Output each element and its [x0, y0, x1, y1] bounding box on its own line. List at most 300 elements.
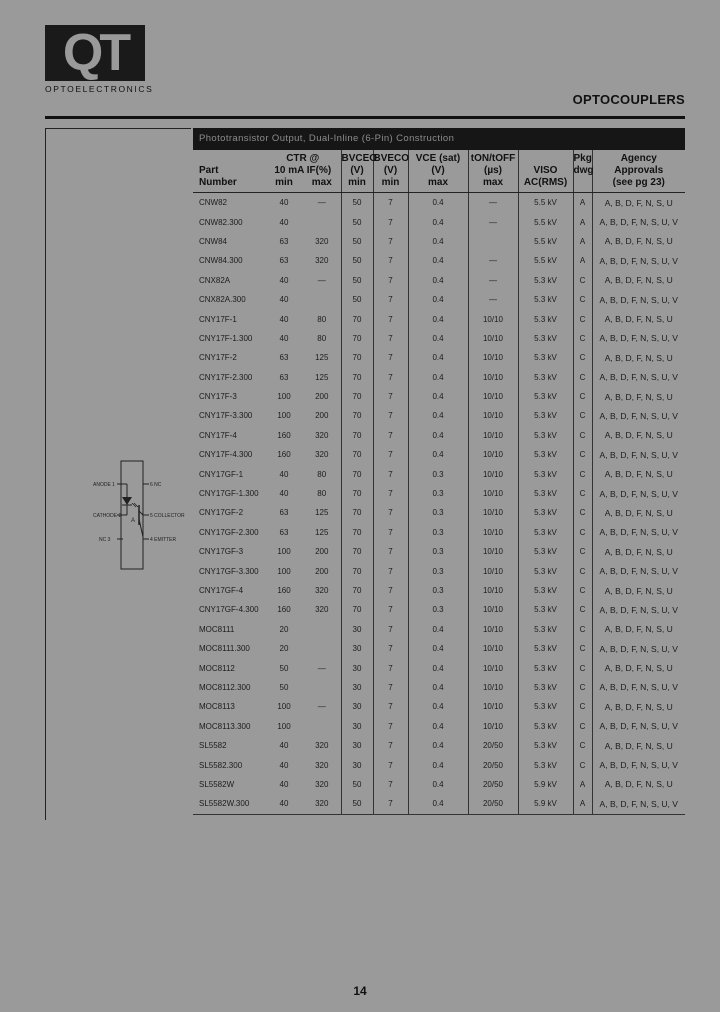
cell-ctr-max: 80: [317, 314, 327, 324]
table-row: [193, 561, 685, 580]
table-banner: Phototransistor Output, Dual-Inline (6-Pin) Construction: [193, 128, 685, 150]
table-row: [193, 212, 685, 231]
cell-bvceo: 50: [341, 193, 373, 213]
cell-agency: A, B, D, F, N, S, U, V: [592, 445, 685, 464]
cell-bvceo: 50: [341, 290, 373, 309]
pin-emitter-label: 4 EMITTER: [150, 537, 177, 543]
viso-header: VISO: [518, 165, 573, 177]
cell-bvceo: 70: [341, 348, 373, 367]
table-row: [193, 620, 685, 639]
cell-agency: A, B, D, F, N, S, U: [592, 620, 685, 639]
cell-bvceo: 70: [341, 503, 373, 522]
cell-pkg: C: [573, 717, 592, 736]
cell-pkg: C: [573, 387, 592, 406]
agency-header-3: (see pg 23): [592, 177, 685, 193]
ctr-max-header: max: [303, 177, 341, 193]
cell-vce: 0.4: [408, 193, 468, 213]
cell-pkg: C: [573, 290, 592, 309]
table-row: [193, 658, 685, 677]
cell-part: CNY17GF-1: [199, 469, 244, 479]
cell-pkg: C: [573, 600, 592, 619]
cell-bvceo: 70: [341, 445, 373, 464]
cell-vce: 0.4: [408, 271, 468, 290]
cell-agency: A, B, D, F, N, S, U: [592, 232, 685, 251]
cell-viso: 5.3 kV: [518, 503, 573, 522]
cell-agency: A, B, D, F, N, S, U: [592, 271, 685, 290]
cell-vce: 0.3: [408, 561, 468, 580]
cell-pkg: C: [573, 755, 592, 774]
cell-vce: 0.4: [408, 755, 468, 774]
cell-agency: A, B, D, F, N, S, U, V: [592, 523, 685, 542]
table-row: [193, 387, 685, 406]
table-row: [193, 736, 685, 755]
cell-ton: 10/10: [468, 561, 518, 580]
cell-bveco: 7: [373, 368, 408, 387]
cell-ctr-min: 40: [265, 794, 303, 814]
cell-bvceo: 70: [341, 600, 373, 619]
cell-agency: A, B, D, F, N, S, U: [592, 387, 685, 406]
cell-agency: A, B, D, F, N, S, U: [592, 348, 685, 367]
cell-bveco: 7: [373, 775, 408, 794]
cell-agency: A, B, D, F, N, S, U, V: [592, 290, 685, 309]
cell-bvceo: 30: [341, 697, 373, 716]
cell-bveco: 7: [373, 561, 408, 580]
cell-bvceo: 70: [341, 542, 373, 561]
cell-viso: 5.3 kV: [518, 542, 573, 561]
cell-part: CNY17F-2.300: [199, 372, 253, 382]
ctr-header-cond: 10 mA IF(%): [274, 165, 332, 176]
cell-viso: 5.3 kV: [518, 697, 573, 716]
cell-ton: 10/10: [468, 678, 518, 697]
cell-viso: 5.9 kV: [518, 794, 573, 814]
cell-bvceo: 50: [341, 232, 373, 251]
cell-vce: 0.3: [408, 464, 468, 483]
cell-viso: 5.5 kV: [518, 251, 573, 270]
table-row: [193, 290, 685, 309]
cell-viso: 5.3 kV: [518, 368, 573, 387]
cell-part: CNY17F-3: [199, 392, 237, 402]
cell-part: MOC8111: [199, 624, 235, 634]
table-row: [193, 775, 685, 794]
cell-ctr-min: 160: [277, 605, 291, 615]
part-header-blank: [193, 150, 265, 165]
cell-pkg: C: [573, 309, 592, 328]
cell-pkg: C: [573, 697, 592, 716]
cell-bvceo: 70: [341, 581, 373, 600]
pin-collector-label: 5 COLLECTOR: [150, 513, 185, 519]
cell-pkg: C: [573, 329, 592, 348]
cell-ctr-max: 320: [303, 794, 341, 814]
table-row: [193, 794, 685, 814]
cell-pkg: C: [573, 464, 592, 483]
cell-ctr-max: 125: [315, 508, 329, 518]
agency-header-1: Agency: [592, 150, 685, 165]
cell-bveco: 7: [373, 212, 408, 231]
cell-ctr-max: [303, 620, 341, 639]
cell-ctr-max: 125: [315, 353, 329, 363]
cell-pkg: C: [573, 620, 592, 639]
cell-ctr-min: 100: [277, 566, 291, 576]
cell-viso: 5.3 kV: [518, 290, 573, 309]
cell-ton: 20/50: [468, 794, 518, 814]
cell-vce: 0.3: [408, 484, 468, 503]
cell-ctr-max: 80: [317, 333, 327, 343]
cell-ton: —: [468, 290, 518, 309]
cell-vce: 0.4: [408, 251, 468, 270]
cell-vce: 0.4: [408, 620, 468, 639]
cell-ctr-min: 40: [279, 779, 289, 789]
cell-viso: 5.3 kV: [518, 755, 573, 774]
cell-ton: —: [468, 251, 518, 270]
cell-ctr-max: —: [317, 663, 326, 673]
cell-agency: A, B, D, F, N, S, U: [592, 464, 685, 483]
cell-viso: 5.5 kV: [518, 232, 573, 251]
table-row: [193, 368, 685, 387]
pin-cathode-label: CATHODE 2: [93, 513, 122, 519]
part-header-1: Part: [199, 165, 219, 176]
pin-anode-label: ANODE 1: [93, 482, 115, 488]
cell-part: MOC8112.300: [199, 682, 251, 692]
cell-bveco: 7: [373, 658, 408, 677]
cell-ton: 10/10: [468, 717, 518, 736]
cell-ctr-max: [303, 678, 341, 697]
table-body: [193, 193, 685, 815]
cell-part: MOC8113.300: [199, 721, 251, 731]
cell-bvceo: 30: [341, 678, 373, 697]
cell-bveco: 7: [373, 523, 408, 542]
cell-viso: 5.3 kV: [518, 484, 573, 503]
cell-agency: A, B, D, F, N, S, U: [592, 426, 685, 445]
table-row: [193, 581, 685, 600]
cell-bveco: 7: [373, 542, 408, 561]
cell-ctr-max: 125: [315, 372, 329, 382]
cell-vce: 0.4: [408, 639, 468, 658]
cell-pkg: C: [573, 445, 592, 464]
cell-bvceo: 50: [341, 794, 373, 814]
cell-vce: 0.3: [408, 523, 468, 542]
cell-pkg: A: [573, 232, 592, 251]
cell-agency: A, B, D, F, N, S, U: [592, 697, 685, 716]
cell-ctr-max: 320: [315, 236, 329, 246]
cell-vce: 0.3: [408, 600, 468, 619]
table-row: [193, 697, 685, 716]
table-row: [193, 406, 685, 425]
cell-bvceo: 70: [341, 484, 373, 503]
cell-ctr-min: 63: [279, 353, 289, 363]
cell-agency: A, B, D, F, N, S, U: [592, 736, 685, 755]
cell-agency: A, B, D, F, N, S, U, V: [592, 639, 685, 658]
cell-vce: 0.3: [408, 581, 468, 600]
cell-viso: 5.3 kV: [518, 736, 573, 755]
cell-ctr-min: 20: [279, 644, 289, 654]
cell-bveco: 7: [373, 484, 408, 503]
cell-ctr-min: 40: [279, 198, 289, 208]
cell-agency: A, B, D, F, N, S, U, V: [592, 717, 685, 736]
cell-ctr-max: 200: [315, 566, 329, 576]
circuit-schematic: [93, 459, 185, 571]
cell-agency: A, B, D, F, N, S, U, V: [592, 368, 685, 387]
cell-viso: 5.3 kV: [518, 658, 573, 677]
cell-part: MOC8113: [199, 702, 235, 712]
cell-agency: A, B, D, F, N, S, U: [592, 581, 685, 600]
cell-ctr-min: 40: [279, 314, 289, 324]
cell-vce: 0.4: [408, 794, 468, 814]
cell-vce: 0.4: [408, 309, 468, 328]
cell-part: CNY17GF-2.300: [199, 527, 259, 537]
table-row: [193, 426, 685, 445]
cell-ton: 20/50: [468, 755, 518, 774]
cell-ctr-max: 200: [315, 392, 329, 402]
cell-ton: —: [468, 212, 518, 231]
cell-ctr-min: 40: [279, 333, 289, 343]
table-row: [193, 309, 685, 328]
cell-ctr-min: 160: [277, 430, 291, 440]
cell-part: CNY17F-3.300: [199, 411, 253, 421]
logo-mark: QT: [45, 25, 145, 81]
cell-vce: 0.4: [408, 697, 468, 716]
cell-ton: 10/10: [468, 464, 518, 483]
cell-agency: A, B, D, F, N, S, U: [592, 658, 685, 677]
cell-viso: 5.3 kV: [518, 561, 573, 580]
cell-ctr-max: 320: [315, 430, 329, 440]
cell-bvceo: 70: [341, 387, 373, 406]
cell-ton: 10/10: [468, 309, 518, 328]
cell-part: MOC8111.300: [199, 644, 250, 654]
table-row: [193, 445, 685, 464]
cell-viso: 5.3 kV: [518, 309, 573, 328]
table-row: [193, 232, 685, 251]
cell-pkg: C: [573, 523, 592, 542]
cell-pkg: C: [573, 271, 592, 290]
cell-bvceo: 30: [341, 639, 373, 658]
table-row: [193, 755, 685, 774]
cell-bveco: 7: [373, 445, 408, 464]
cell-ctr-min: 20: [279, 624, 289, 634]
cell-part: CNX82A: [199, 275, 231, 285]
cell-bveco: 7: [373, 697, 408, 716]
cell-agency: A, B, D, F, N, S, U, V: [592, 678, 685, 697]
header-rule: [45, 116, 685, 119]
cell-bvceo: 70: [341, 406, 373, 425]
cell-agency: A, B, D, F, N, S, U, V: [592, 251, 685, 270]
table-row: [193, 639, 685, 658]
company-logo: [45, 24, 154, 94]
cell-vce: 0.4: [408, 348, 468, 367]
cell-vce: 0.4: [408, 387, 468, 406]
cell-ton: [468, 232, 518, 251]
cell-bvceo: 70: [341, 368, 373, 387]
cell-ctr-min: 100: [277, 547, 291, 557]
cell-part: SL5582: [199, 741, 227, 751]
cell-pkg: A: [573, 251, 592, 270]
cell-viso: 5.3 kV: [518, 426, 573, 445]
cell-vce: 0.4: [408, 232, 468, 251]
cell-ton: 10/10: [468, 503, 518, 522]
bvceo-header: BVCEO: [341, 150, 373, 165]
cell-viso: 5.5 kV: [518, 212, 573, 231]
cell-ton: 10/10: [468, 639, 518, 658]
cell-ton: 10/10: [468, 329, 518, 348]
cell-ton: 10/10: [468, 387, 518, 406]
cell-ctr-max: 320: [315, 586, 329, 595]
cell-bvceo: 50: [341, 775, 373, 794]
cell-bveco: 7: [373, 717, 408, 736]
cell-part: CNY17GF-4.300: [199, 605, 259, 615]
cell-bvceo: 30: [341, 717, 373, 736]
cell-ctr-min: 40: [279, 275, 289, 285]
cell-ctr-max: [303, 639, 341, 658]
pkg-header: Pkg: [573, 150, 592, 165]
cell-agency: A, B, D, F, N, S, U, V: [592, 329, 685, 348]
table-row: [193, 542, 685, 561]
cell-bveco: 7: [373, 348, 408, 367]
cell-ctr-max: 320: [315, 450, 329, 460]
cell-ton: —: [468, 271, 518, 290]
pkg-header-2: dwg: [573, 165, 594, 176]
cell-bveco: 7: [373, 406, 408, 425]
bveco-unit: (V): [373, 165, 408, 177]
cell-ton: 10/10: [468, 523, 518, 542]
cell-pkg: C: [573, 736, 592, 755]
cell-bvceo: 70: [341, 329, 373, 348]
cell-bvceo: 70: [341, 464, 373, 483]
cell-ctr-max: 320: [315, 256, 329, 266]
cell-ctr-max: [303, 212, 341, 231]
cell-bvceo: 50: [341, 271, 373, 290]
cell-part: SL5582.300: [199, 760, 243, 770]
cell-ctr-min: 40: [279, 760, 289, 770]
cell-ctr-max: —: [317, 702, 326, 712]
table-row: [193, 484, 685, 503]
cell-bveco: 7: [373, 581, 408, 600]
cell-agency: A, B, D, F, N, S, U, V: [592, 406, 685, 425]
cell-ctr-min: 63: [279, 236, 289, 246]
spec-table: [193, 150, 685, 815]
cell-viso: 5.3 kV: [518, 445, 573, 464]
cell-ton: 10/10: [468, 368, 518, 387]
cell-ctr-max: 80: [317, 469, 327, 479]
bveco-min-header: min: [373, 177, 408, 193]
cell-vce: 0.4: [408, 290, 468, 309]
cell-ctr-min: 100: [277, 411, 291, 421]
pin-nc6-label: 6 NC: [150, 482, 162, 488]
viso-unit: AC(RMS): [518, 177, 573, 193]
cell-pkg: C: [573, 368, 592, 387]
cell-bvceo: 30: [341, 658, 373, 677]
cell-ctr-max: 320: [315, 760, 329, 770]
cell-part: CNY17F-4: [199, 430, 237, 440]
cell-ctr-max: [303, 290, 341, 309]
cell-pkg: C: [573, 426, 592, 445]
cell-ton: 10/10: [468, 406, 518, 425]
cell-bvceo: 70: [341, 561, 373, 580]
vce-max-header: max: [408, 177, 468, 193]
cell-vce: 0.4: [408, 678, 468, 697]
cell-bvceo: 50: [341, 212, 373, 231]
cell-ton: 10/10: [468, 542, 518, 561]
viso-header-blank: [518, 150, 573, 165]
cell-viso: 5.5 kV: [518, 193, 573, 213]
cell-part: CNY17GF-3.300: [199, 566, 259, 576]
cell-agency: A, B, D, F, N, S, U: [592, 309, 685, 328]
cell-ctr-max: 320: [315, 741, 329, 751]
cell-bveco: 7: [373, 329, 408, 348]
cell-vce: 0.3: [408, 503, 468, 522]
pin-nc3-label: NC 3: [99, 537, 111, 543]
cell-part: MOC8112: [199, 663, 235, 673]
cell-ctr-min: 40: [279, 295, 289, 305]
cell-part: CNW82: [199, 198, 228, 208]
cell-bveco: 7: [373, 639, 408, 658]
cell-bveco: 7: [373, 193, 408, 213]
cell-bveco: 7: [373, 755, 408, 774]
cell-ctr-min: 40: [279, 489, 289, 499]
cell-agency: A, B, D, F, N, S, U: [592, 775, 685, 794]
ton-max-header: max: [468, 177, 518, 193]
cell-bveco: 7: [373, 387, 408, 406]
cell-ton: 20/50: [468, 736, 518, 755]
cell-pkg: C: [573, 542, 592, 561]
cell-ctr-max: 200: [315, 547, 329, 557]
cell-ctr-min: 160: [277, 586, 291, 595]
table-row: [193, 193, 685, 213]
cell-viso: 5.3 kV: [518, 271, 573, 290]
cell-bvceo: 70: [341, 426, 373, 445]
logo-subtitle: OPTOELECTRONICS: [45, 84, 154, 94]
cell-bvceo: 30: [341, 620, 373, 639]
cell-vce: 0.4: [408, 426, 468, 445]
cell-viso: 5.3 kV: [518, 600, 573, 619]
cell-vce: 0.3: [408, 542, 468, 561]
cell-vce: 0.4: [408, 368, 468, 387]
cell-bvceo: 30: [341, 736, 373, 755]
cell-pkg: A: [573, 775, 592, 794]
cell-vce: 0.4: [408, 406, 468, 425]
cell-vce: 0.4: [408, 736, 468, 755]
cell-viso: 5.3 kV: [518, 678, 573, 697]
cell-pkg: A: [573, 193, 592, 213]
cell-ton: 10/10: [468, 600, 518, 619]
cell-part: CNY17F-1: [199, 314, 237, 324]
light-arrow-icon: [132, 503, 136, 507]
cell-pkg: C: [573, 678, 592, 697]
cell-bveco: 7: [373, 736, 408, 755]
cell-viso: 5.3 kV: [518, 406, 573, 425]
cell-agency: A, B, D, F, N, S, U, V: [592, 794, 685, 814]
cell-agency: A, B, D, F, N, S, U: [592, 503, 685, 522]
cell-viso: 5.3 kV: [518, 620, 573, 639]
table-row: [193, 348, 685, 367]
cell-vce: 0.4: [408, 717, 468, 736]
vce-header: VCE (sat): [408, 150, 468, 165]
optocoupler-table: [193, 128, 685, 815]
cell-ctr-min: 40: [279, 217, 289, 227]
ton-header: tON/tOFF: [468, 150, 518, 165]
cell-ctr-max: 320: [315, 605, 329, 615]
cell-pkg: C: [573, 561, 592, 580]
cell-ton: 10/10: [468, 658, 518, 677]
cell-ctr-min: 63: [279, 372, 289, 382]
ctr-header-top: CTR @: [286, 153, 320, 164]
cell-viso: 5.3 kV: [518, 329, 573, 348]
cell-agency: A, B, D, F, N, S, U, V: [592, 755, 685, 774]
cell-part: CNW82.300: [199, 217, 243, 227]
bvceo-unit: (V): [341, 165, 373, 177]
agency-header-2: Approvals: [592, 165, 685, 177]
cell-vce: 0.4: [408, 658, 468, 677]
cell-ctr-min: 40: [279, 469, 289, 479]
cell-part: CNY17F-1.300: [199, 333, 253, 343]
